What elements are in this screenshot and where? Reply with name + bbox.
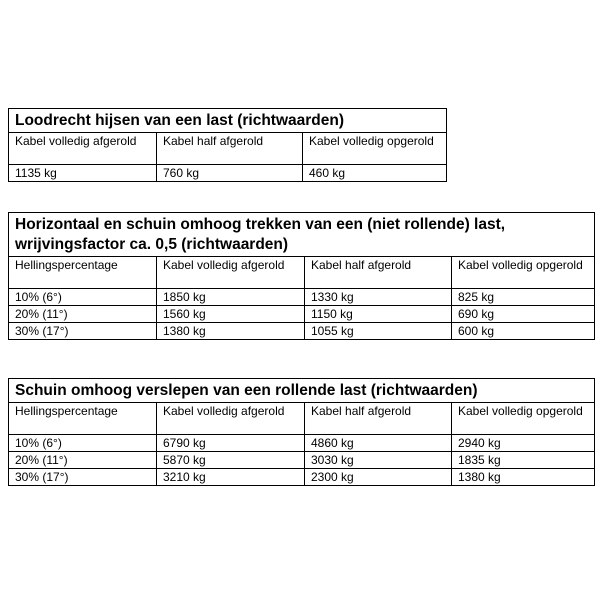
column-header: Kabel volledig opgerold [452,403,595,435]
column-header: Kabel half afgerold [305,257,452,289]
table-row [9,165,447,182]
table-cell: 2940 kg [452,435,595,452]
column-header: Kabel half afgerold [305,403,452,435]
table-cell: 825 kg [452,289,595,306]
table-cell: 10% (6°) [9,289,157,306]
table-row [9,469,595,486]
column-header: Kabel volledig opgerold [303,133,447,165]
table-cell: 5870 kg [157,452,305,469]
column-header: Hellingspercentage [9,403,157,435]
table-title: Schuin omhoog verslepen van een rollende last (richtwaarden) [9,379,595,403]
table-cell: 1560 kg [157,306,305,323]
table-title: Loodrecht hijsen van een last (richtwaarden) [9,109,447,133]
table-cell: 30% (17°) [9,323,157,340]
column-header: Kabel half afgerold [157,133,303,165]
table-vertical-lifting [8,108,447,182]
table-cell: 1135 kg [9,165,157,182]
table-cell: 1150 kg [305,306,452,323]
table-cell: 10% (6°) [9,435,157,452]
table-row [9,435,595,452]
table-cell: 3030 kg [305,452,452,469]
table-row [9,289,595,306]
table-header-row [9,403,595,435]
table-title: Horizontaal en schuin omhoog trekken van een (niet rollende) last, wrijvingsfactor ca. 0,5 (richtwaarden) [9,213,595,257]
table-cell: 20% (11°) [9,306,157,323]
table-cell: 6790 kg [157,435,305,452]
table-cell: 1330 kg [305,289,452,306]
table-cell: 30% (17°) [9,469,157,486]
table-cell: 4860 kg [305,435,452,452]
table-cell: 690 kg [452,306,595,323]
column-header: Kabel volledig afgerold [9,133,157,165]
table-cell: 460 kg [303,165,447,182]
table-cell: 3210 kg [157,469,305,486]
table-header-row [9,257,595,289]
table-rolling-load [8,378,595,486]
table-cell: 20% (11°) [9,452,157,469]
table-row [9,306,595,323]
column-header: Hellingspercentage [9,257,157,289]
table-header-row [9,133,447,165]
table-cell: 1380 kg [452,469,595,486]
table-row [9,452,595,469]
table-cell: 1850 kg [157,289,305,306]
table-cell: 1835 kg [452,452,595,469]
table-cell: 1055 kg [305,323,452,340]
table-title-row [9,109,447,133]
table-cell: 760 kg [157,165,303,182]
column-header: Kabel volledig opgerold [452,257,595,289]
table-title-row [9,213,595,257]
table-title-row [9,379,595,403]
table-cell: 1380 kg [157,323,305,340]
table-row [9,323,595,340]
column-header: Kabel volledig afgerold [157,403,305,435]
table-cell: 2300 kg [305,469,452,486]
table-horizontal-pulling [8,212,595,340]
column-header: Kabel volledig afgerold [157,257,305,289]
table-cell: 600 kg [452,323,595,340]
